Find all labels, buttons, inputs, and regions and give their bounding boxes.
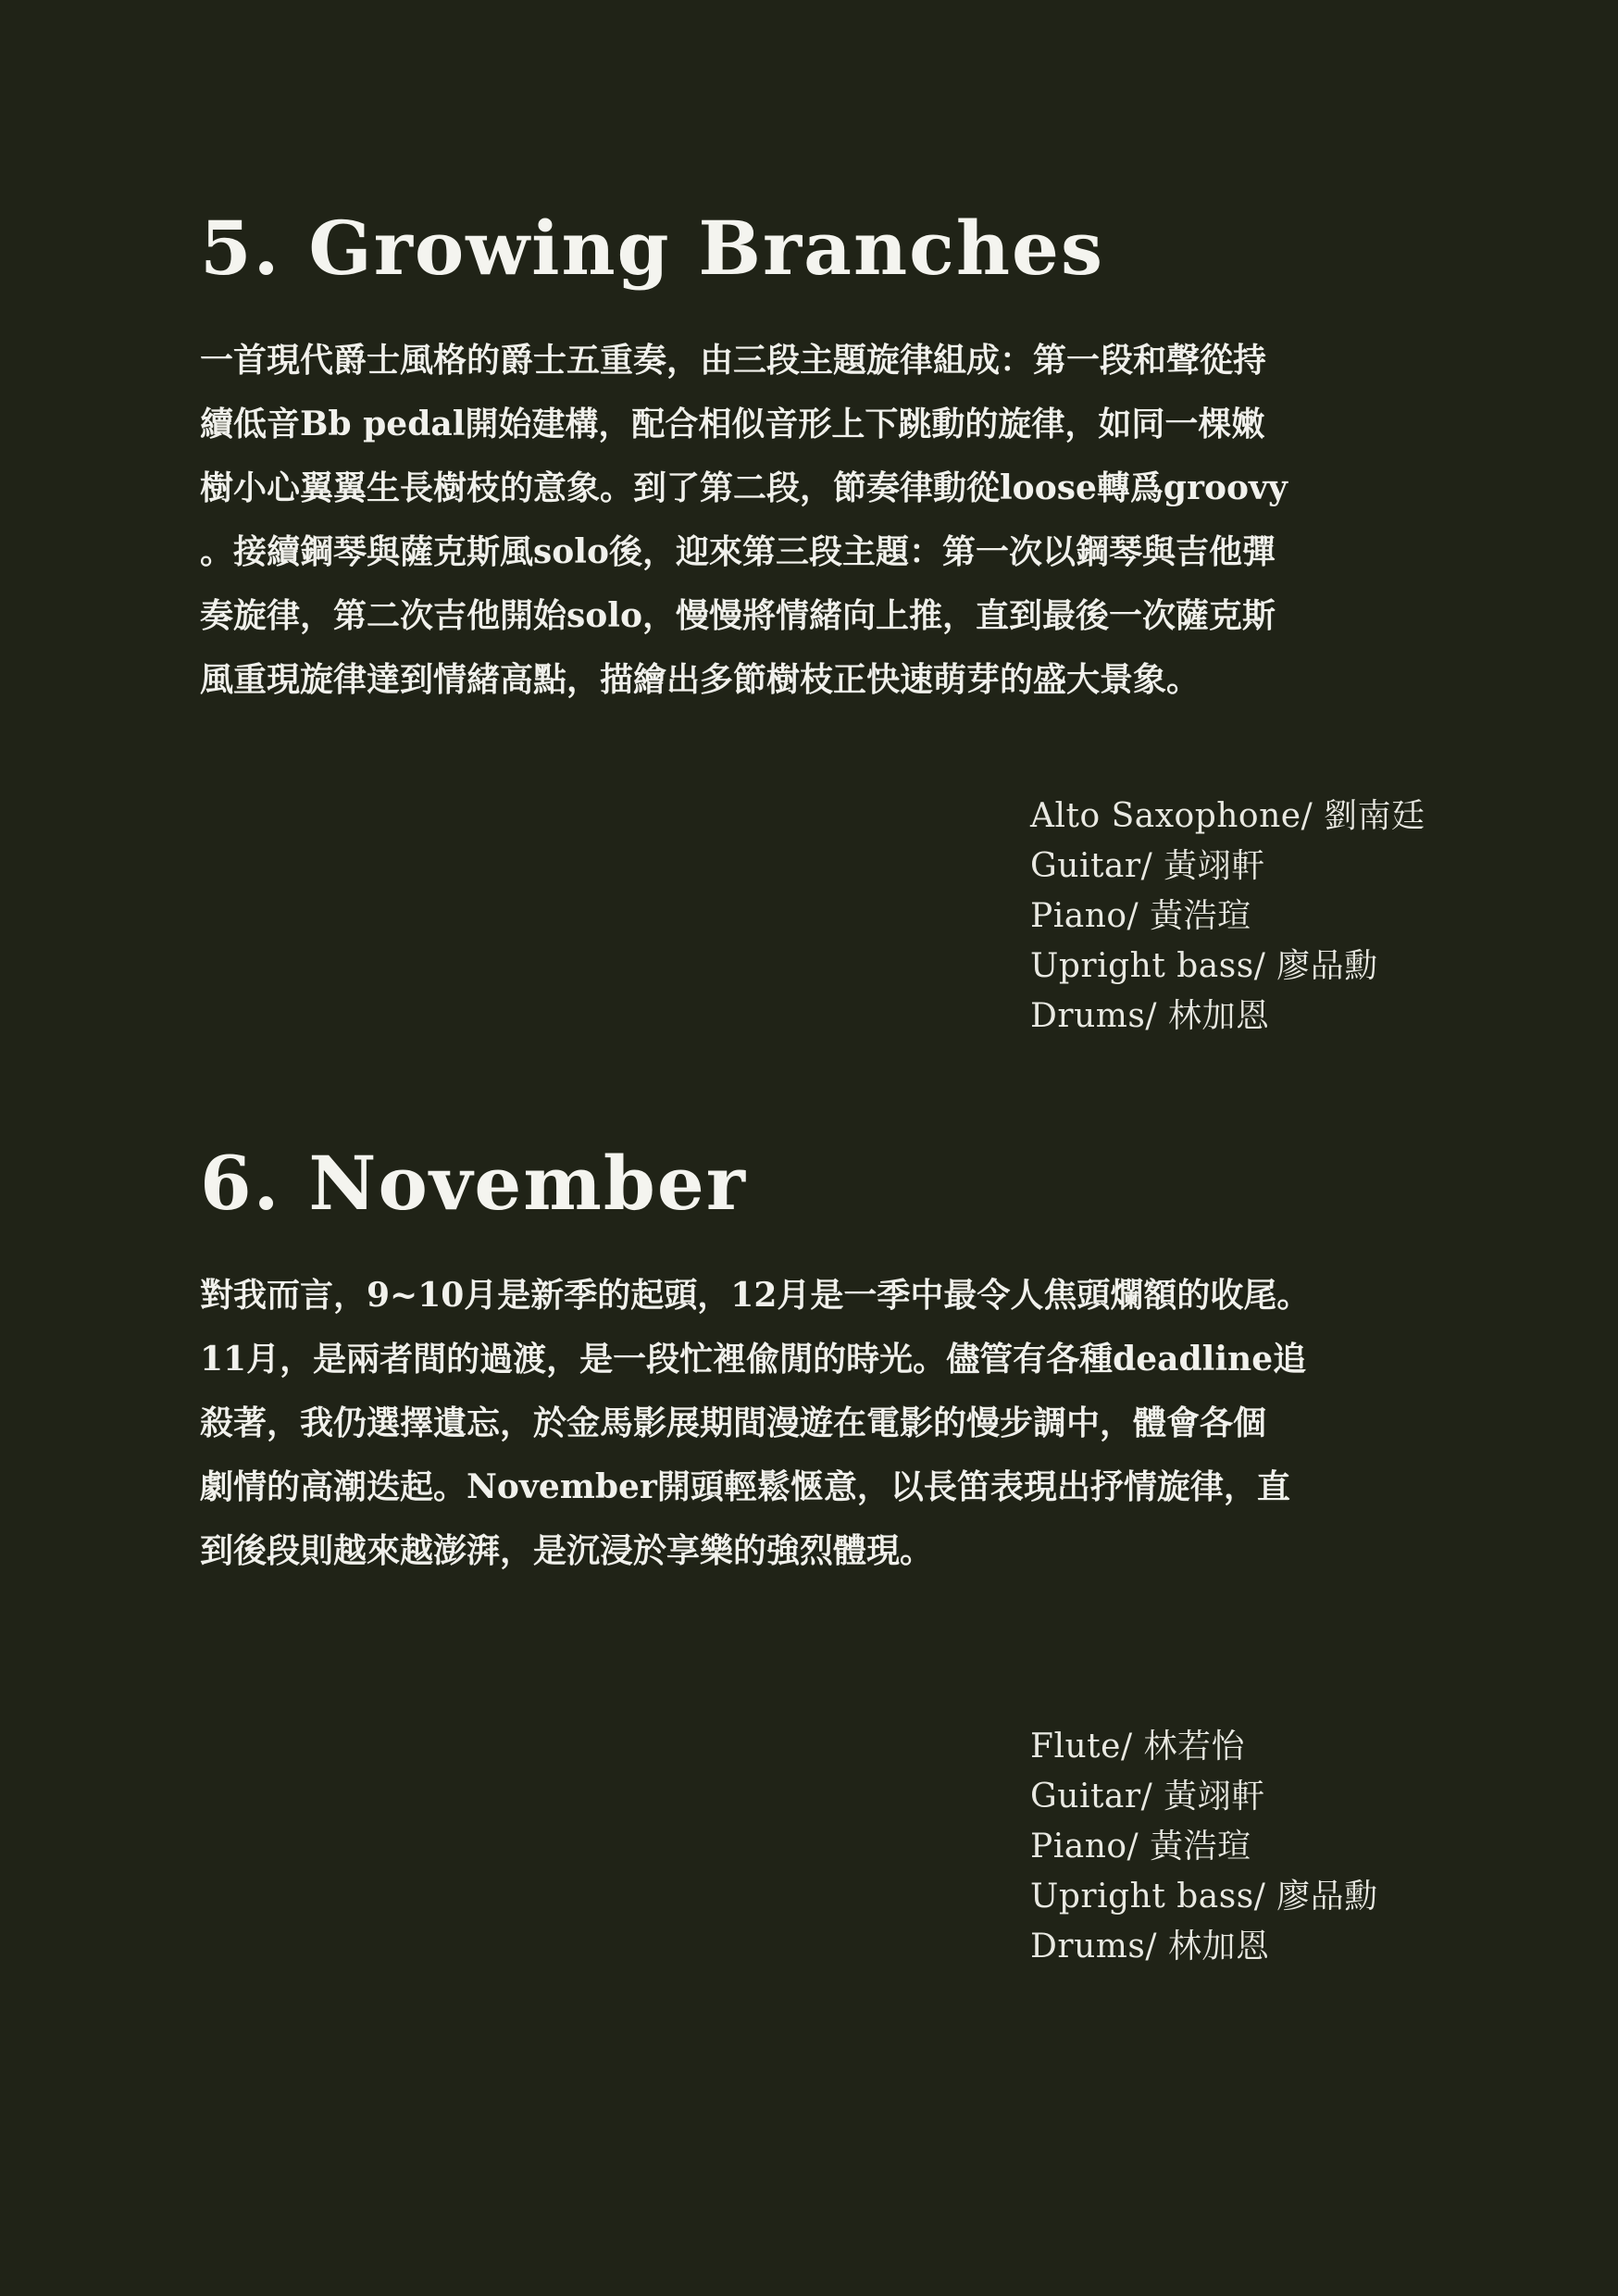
description-line: 。接續鋼琴與薩克斯風solo後，迎來第三段主題：第一次以鋼琴與吉他彈	[200, 532, 1276, 571]
credit-item: Guitar/ 黃翊軒	[1030, 847, 1265, 885]
section-title-growing-branches: 5. Growing Branches	[200, 205, 1104, 292]
section-description-november	[200, 1264, 1422, 1583]
description-line: 劇情的高潮迭起。November開頭輕鬆愜意，以長笛表現出抒情旋律，直	[200, 1467, 1290, 1506]
credit-item: Drums/ 林加恩	[1030, 997, 1270, 1035]
description-line: 續低音Bb pedal開始建構，配合相似音形上下跳動的旋律，如同一棵嫩	[200, 405, 1265, 443]
description-line: 一首現代爵士風格的爵士五重奏，由三段主題旋律組成：第一段和聲從持	[200, 341, 1267, 380]
credit-item: Upright bass/ 廖品勳	[1030, 947, 1378, 985]
description-line: 11月，是兩者間的過渡，是一段忙裡偸閒的時光。儘管有各種deadline追	[200, 1340, 1307, 1379]
credit-item: Flute/ 林若怡	[1030, 1728, 1246, 1766]
performer-credits-november	[1030, 1722, 1378, 1972]
credit-item: Piano/ 黃浩瑄	[1030, 1828, 1251, 1866]
credit-item: Guitar/ 黃翊軒	[1030, 1778, 1265, 1816]
credit-item: Alto Saxophone/ 劉南廷	[1030, 797, 1425, 835]
description-line: 對我而言，9~10月是新季的起頭，12月是一季中最令人焦頭爛額的收尾。	[200, 1276, 1311, 1315]
credit-item: Drums/ 林加恩	[1030, 1928, 1270, 1965]
credit-item: Upright bass/ 廖品勳	[1030, 1878, 1378, 1915]
description-line: 樹小心翼翼生長樹枝的意象。到了第二段，節奏律動從loose轉爲groovy	[200, 468, 1288, 507]
description-line: 風重現旋律達到情緒高點，描繪出多節樹枝正快速萌芽的盛大景象。	[200, 660, 1201, 699]
description-line: 奏旋律，第二次吉他開始solo，慢慢將情緒向上推，直到最後一次薩克斯	[200, 596, 1276, 635]
description-line: 到後段則越來越澎湃，是沉浸於享樂的強烈體現。	[200, 1531, 934, 1570]
section-title-november: 6. November	[200, 1140, 747, 1227]
credit-item: Piano/ 黃浩瑄	[1030, 897, 1251, 935]
section-description-growing-branches	[200, 329, 1422, 712]
description-line: 殺著，我仍選擇遺忘，於金馬影展期間漫遊在電影的慢步調中，體會各個	[200, 1404, 1267, 1442]
performer-credits-growing-branches	[1030, 792, 1425, 1042]
